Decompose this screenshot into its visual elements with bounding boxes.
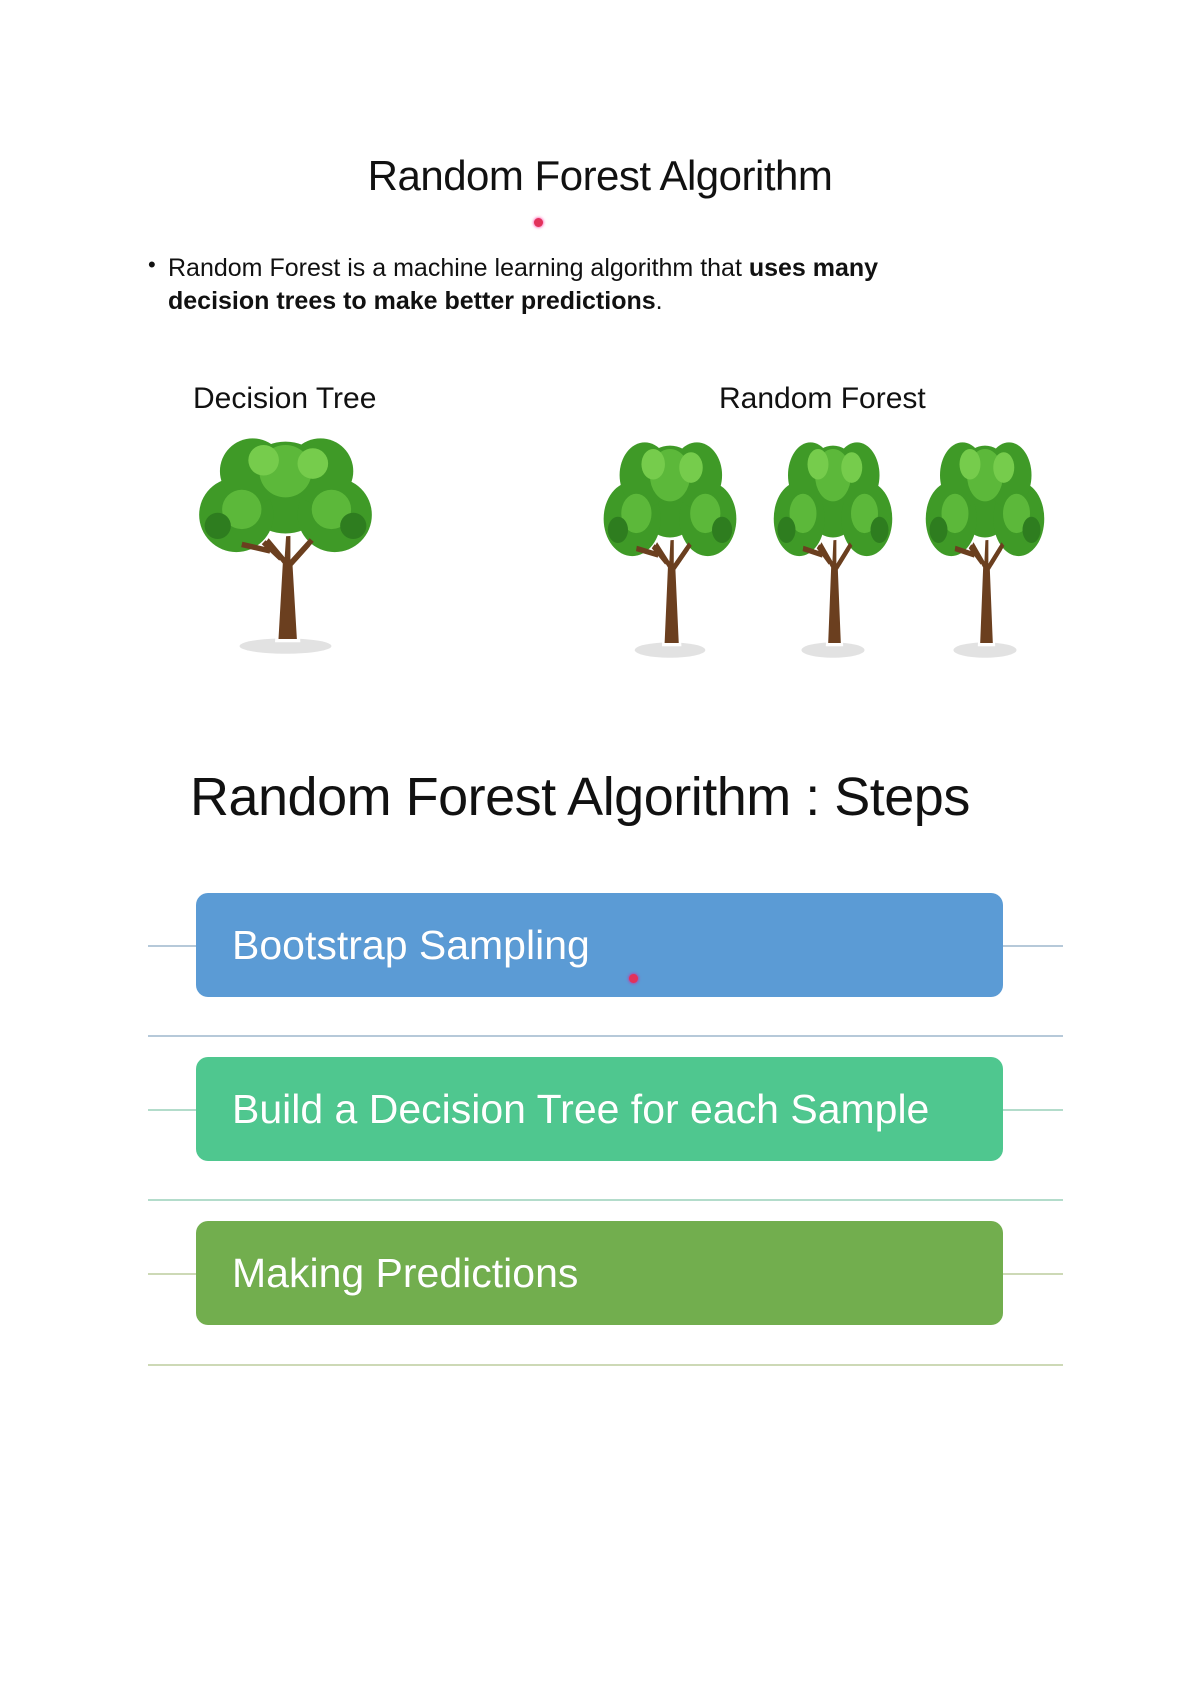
step-2-divider xyxy=(148,1199,1063,1201)
laser-pointer-dot-2 xyxy=(629,974,638,983)
forest-tree-image-3 xyxy=(910,426,1060,661)
step-bootstrap-sampling xyxy=(196,893,1003,997)
bullet-text-plain: Random Forest is a machine learning algorithm that xyxy=(168,254,749,282)
step-3-right-connector xyxy=(1003,1273,1063,1275)
forest-tree-image-1 xyxy=(586,426,754,661)
forest-tree-image-2 xyxy=(758,426,908,661)
step-1-label: Bootstrap Sampling xyxy=(232,922,590,968)
laser-pointer-dot xyxy=(534,218,543,227)
random-forest-label: Random Forest xyxy=(719,382,926,415)
step-3-label: Making Predictions xyxy=(232,1250,579,1296)
step-1-left-connector xyxy=(148,945,198,947)
bullet-text-bold: uses many decision trees to make better predictions xyxy=(168,254,879,315)
steps-title: Random Forest Algorithm : Steps xyxy=(190,767,970,827)
bullet-text-end: . xyxy=(655,287,663,315)
bullet-text xyxy=(168,252,968,318)
step-2-label: Build a Decision Tree for each Sample xyxy=(232,1086,930,1132)
step-3-divider xyxy=(148,1364,1063,1366)
step-1-right-connector xyxy=(1003,945,1063,947)
decision-tree-image xyxy=(173,422,398,657)
step-2-left-connector xyxy=(148,1109,198,1111)
step-build-decision-tree xyxy=(196,1057,1003,1161)
slide-title: Random Forest Algorithm xyxy=(367,152,833,199)
step-3-left-connector xyxy=(148,1273,198,1275)
step-2-right-connector xyxy=(1003,1109,1063,1111)
decision-tree-label: Decision Tree xyxy=(193,382,377,415)
step-1-divider xyxy=(148,1035,1063,1037)
step-making-predictions xyxy=(196,1221,1003,1325)
bullet-icon: • xyxy=(148,252,156,277)
